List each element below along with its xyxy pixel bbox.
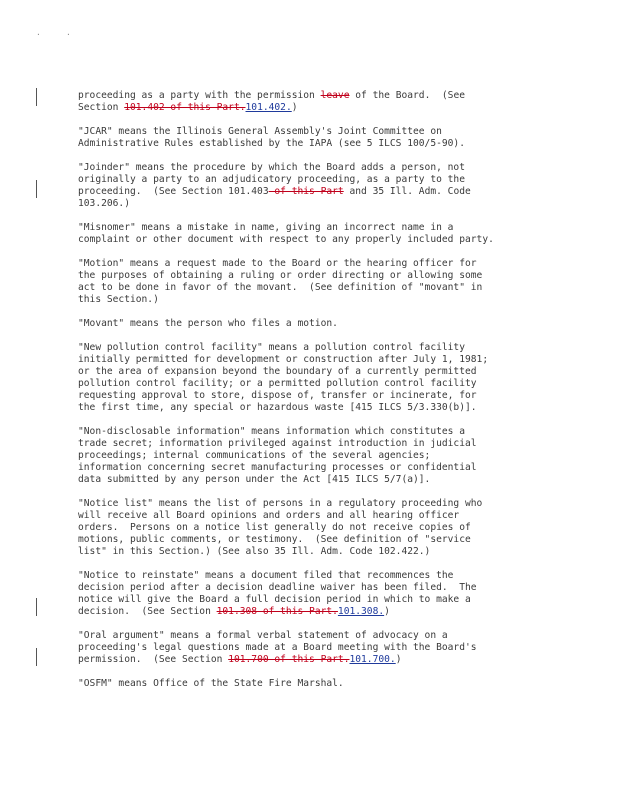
change-bar <box>36 598 37 616</box>
definition-new-pollution-control-facility <box>78 342 518 414</box>
text-line: originally a party to an adjudicatory proceeding, as a party to the <box>78 174 465 185</box>
definition-osfm <box>78 678 518 690</box>
text-line: "Notice list" means the list of persons in a regulatory proceeding who <box>78 498 483 509</box>
text-line: pollution control facility; or a permitted pollution control facility <box>78 378 477 389</box>
text-line: "Non-disclosable information" means information which constitutes a <box>78 426 465 437</box>
text-line: this Section.) <box>78 294 159 305</box>
text-line: orders. Persons on a notice list generally do not receive copies of <box>78 522 471 533</box>
text-run: proceeding. (See Section 101.403 <box>78 186 269 197</box>
inserted-text: 101.700. <box>349 654 396 665</box>
text-run: ) <box>384 606 390 617</box>
definition-oral-argument <box>78 630 518 666</box>
scan-speck: · <box>66 30 71 39</box>
text-line: "Motion" means a request made to the Board or the hearing officer for <box>78 258 477 269</box>
text-line: "Notice to reinstate" means a document filed that recommences the <box>78 570 454 581</box>
text-run: Section <box>78 102 125 113</box>
deleted-text: of this Part <box>268 186 344 197</box>
text-line: "New pollution control facility" means a pollution control facility <box>78 342 465 353</box>
definition-notice-list <box>78 498 518 558</box>
text-line: "OSFM" means Office of the State Fire Marshal. <box>78 678 344 689</box>
text-line: "Misnomer" means a mistake in name, giving an incorrect name in a <box>78 222 454 233</box>
text-line: the purposes of obtaining a ruling or order directing or allowing some <box>78 270 483 281</box>
text-line: initially permitted for development or construction after July 1, 1981; <box>78 354 489 365</box>
change-bar <box>36 88 37 106</box>
text-line: "Movant" means the person who files a motion. <box>78 318 338 329</box>
text-line: motions, public comments, or testimony. (See definition of "service <box>78 534 471 545</box>
deleted-text: leave <box>320 90 350 101</box>
deleted-text: 101.308 of this Part. <box>216 606 338 617</box>
text-run: proceeding as a party with the permission <box>78 90 321 101</box>
change-bar <box>36 180 37 198</box>
text-line: data submitted by any person under the Act [415 ILCS 5/7(a)]. <box>78 474 431 485</box>
text-line: "Oral argument" means a formal verbal statement of advocacy on a <box>78 630 448 641</box>
paragraph-party-permission <box>78 90 518 114</box>
definition-misnomer <box>78 222 518 246</box>
deleted-text: 101.700 of this Part. <box>228 654 350 665</box>
text-run: and 35 Ill. Adm. Code <box>343 186 471 197</box>
text-run: ) <box>395 654 402 665</box>
text-line: trade secret; information privileged against introduction in judicial <box>78 438 477 449</box>
text-run: permission. (See Section <box>78 654 229 665</box>
text-line: list" in this Section.) (See also 35 Ill. Adm. Code 102.422.) <box>78 546 431 557</box>
inserted-text: 101.402. <box>245 102 292 113</box>
text-run: decision. (See Section <box>78 606 217 617</box>
text-line: Administrative Rules established by the IAPA (see 5 ILCS 100/5-90). <box>78 138 465 149</box>
text-line: notice will give the Board a full decision period in which to make a <box>78 594 471 605</box>
text-line: proceedings; internal communications of the several agencies; <box>78 450 431 461</box>
change-bar <box>36 648 37 666</box>
text-line: information concerning secret manufacturing processes or confidential <box>78 462 477 473</box>
definition-jcar <box>78 126 518 150</box>
text-line: act to be done in favor of the movant. (See definition of "movant" in <box>78 282 483 293</box>
inserted-text: 101.308. <box>337 606 385 617</box>
text-line: or the area of expansion beyond the boundary of a currently permitted <box>78 366 477 377</box>
text-line: proceeding's legal questions made at a Board meeting with the Board's <box>78 642 477 653</box>
text-line: "Joinder" means the procedure by which the Board adds a person, not <box>78 162 465 173</box>
definition-non-disclosable-information <box>78 426 518 486</box>
text-run: of the Board. (See <box>349 90 466 101</box>
deleted-text: 101.402 of this Part. <box>124 102 246 113</box>
text-line: complaint or other document with respect to any properly included party. <box>78 234 494 245</box>
text-line: 103.206.) <box>78 198 130 209</box>
scan-speck: · <box>36 30 41 39</box>
text-line: "JCAR" means the Illinois General Assembly's Joint Committee on <box>78 126 442 137</box>
definition-motion <box>78 258 518 306</box>
definition-notice-to-reinstate <box>78 570 518 618</box>
definition-movant <box>78 318 518 330</box>
text-run: ) <box>291 102 298 113</box>
text-line: will receive all Board opinions and orders and all hearing officer <box>78 510 460 521</box>
text-line: decision period after a decision deadline waiver has been filed. The <box>78 582 477 593</box>
text-line: requesting approval to store, dispose of, transfer or incinerate, for <box>78 390 477 401</box>
definition-joinder <box>78 162 518 210</box>
text-line: the first time, any special or hazardous waste [415 ILCS 5/3.330(b)]. <box>78 402 477 413</box>
